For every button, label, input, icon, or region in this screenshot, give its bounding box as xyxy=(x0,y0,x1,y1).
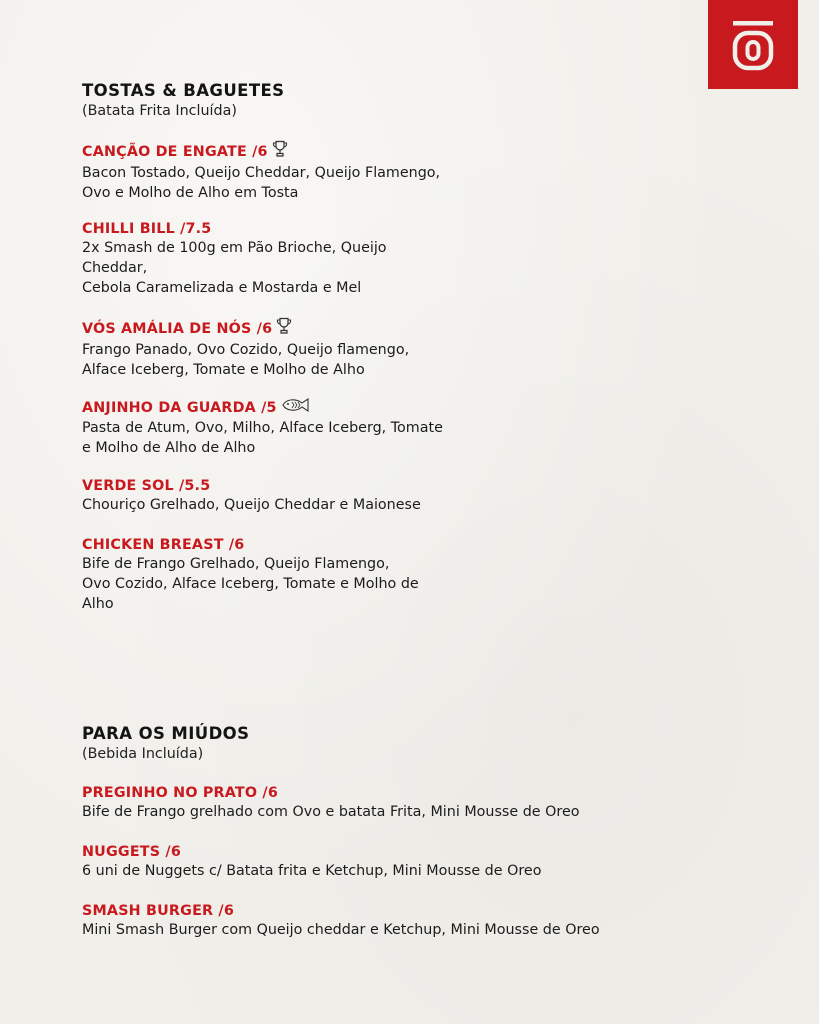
menu-item xyxy=(82,140,482,204)
item-desc-line: Cheddar, xyxy=(82,259,148,276)
item-desc-line: Alface Iceberg, Tomate e Molho de Alho xyxy=(82,361,365,378)
item-desc-line: Chouriço Grelhado, Queijo Cheddar e Maionese xyxy=(82,497,421,513)
item-name: VÓS AMÁLIA DE NÓS /6 xyxy=(82,321,273,337)
menu-item xyxy=(82,535,482,614)
item-desc-line: Bife de Frango grelhado com Ovo e batata Frita, Mini Mousse de Oreo xyxy=(82,804,580,820)
trophy-icon xyxy=(272,140,288,164)
item-name: NUGGETS /6 xyxy=(82,844,182,860)
menu-item xyxy=(82,901,702,941)
section-title: TOSTAS & BAGUETES xyxy=(82,81,285,100)
item-desc-line: Ovo Cozido, Alface Iceberg, Tomate e Molho de xyxy=(82,575,419,592)
item-desc-line: e Molho de Alho de Alho xyxy=(82,439,256,456)
section-subtitle: (Bebida Incluída) xyxy=(82,746,204,762)
item-name: CANÇÃO DE ENGATE /6 xyxy=(82,144,268,160)
item-name: CHICKEN BREAST /6 xyxy=(82,537,245,553)
brand-logo xyxy=(708,0,798,89)
section-para-os-miudos xyxy=(82,724,702,938)
menu-item xyxy=(82,397,482,459)
item-desc-line: Bife de Frango Grelhado, Queijo Flamengo, xyxy=(82,556,390,572)
fish-icon xyxy=(281,397,311,419)
section-tostas-baguetes xyxy=(82,81,702,612)
item-name: CHILLI BILL /7.5 xyxy=(82,221,212,237)
menu-item xyxy=(82,783,702,823)
menu-item xyxy=(82,317,482,381)
menu-item xyxy=(82,476,482,516)
item-desc-line: Frango Panado, Ovo Cozido, Queijo flamengo, xyxy=(82,342,410,358)
item-name: VERDE SOL /5.5 xyxy=(82,478,211,494)
item-desc-line: Pasta de Atum, Ovo, Milho, Alface Iceberg, Tomate xyxy=(82,420,443,436)
menu-item xyxy=(82,219,482,298)
menu-item xyxy=(82,842,702,882)
item-name: SMASH BURGER /6 xyxy=(82,903,235,919)
section-title: PARA OS MIÚDOS xyxy=(82,724,250,743)
item-desc-line: Ovo e Molho de Alho em Tosta xyxy=(82,184,299,201)
item-desc-line: 2x Smash de 100g em Pão Brioche, Queijo xyxy=(82,240,387,256)
brand-monogram-icon xyxy=(731,18,775,72)
item-desc-line: Alho xyxy=(82,595,114,612)
item-desc-line: Cebola Caramelizada e Mostarda e Mel xyxy=(82,279,362,296)
item-desc-line: Mini Smash Burger com Queijo cheddar e Ketchup, Mini Mousse de Oreo xyxy=(82,922,600,938)
section-subtitle: (Batata Frita Incluída) xyxy=(82,103,237,119)
item-name: PREGINHO NO PRATO /6 xyxy=(82,785,278,801)
item-desc-line: 6 uni de Nuggets c/ Batata frita e Ketchup, Mini Mousse de Oreo xyxy=(82,863,542,879)
item-desc-line: Bacon Tostado, Queijo Cheddar, Queijo Flamengo, xyxy=(82,165,441,181)
trophy-icon xyxy=(276,317,292,341)
item-name: ANJINHO DA GUARDA /5 xyxy=(82,400,277,416)
